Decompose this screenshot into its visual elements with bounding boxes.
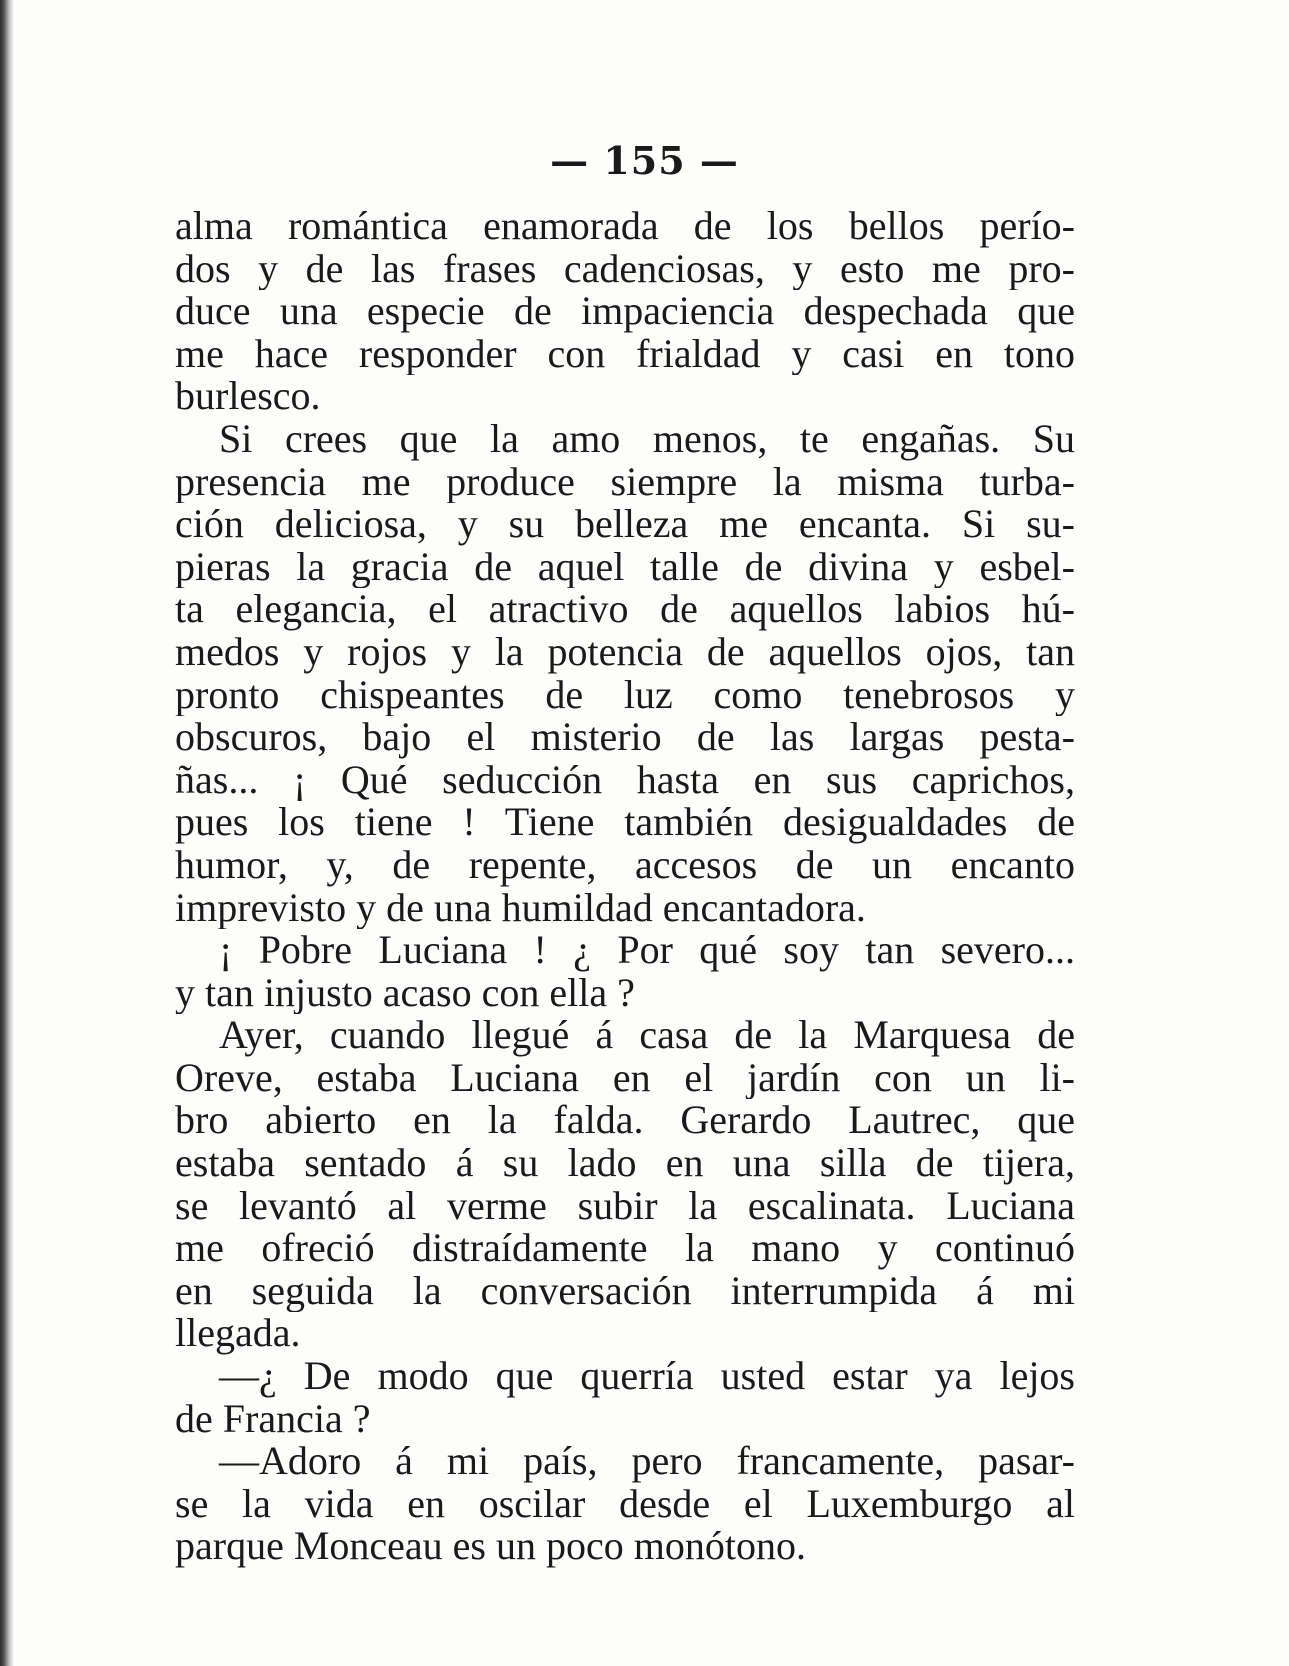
text-line: imprevisto y de una humildad encantadora. [175,886,866,930]
body-text [175,205,1075,1568]
text-line: de Francia ? [175,1397,371,1441]
text-line: ta elegancia, el atractivo de aquellos labios hú- [175,588,1075,631]
text-line: pieras la gracia de aquel talle de divina y esbel- [175,545,1075,589]
text-line: me ofreció distraídamente la mano y continuó [175,1227,1075,1270]
text-line: pues los tiene ! Tiene también desigualdades de [175,801,1075,844]
text-line: —Adoro á mi país, pero francamente, pasar- [219,1440,1075,1483]
page-binding-edge [0,0,14,1666]
text-line: estaba sentado á su lado en una silla de tijera, [175,1142,1075,1185]
text-line: Si crees que la amo menos, te engañas. Su [219,417,1075,461]
text-line: se levantó al verme subir la escalinata. Luciana [175,1184,1075,1228]
text-line: burlesco. [175,375,321,418]
text-line: y tan injusto acaso con ella ? [175,971,635,1015]
text-line: medos y rojos y la potencia de aquellos ojos, tan [175,630,1075,674]
text-line: en seguida la conversación interrumpida á mi [175,1269,1075,1313]
text-line: obscuros, bajo el misterio de las largas pesta- [175,716,1075,759]
text-line: ñas... ¡ Qué seducción hasta en sus caprichos, [175,758,1075,802]
text-line: presencia me produce siempre la misma turba- [175,460,1075,504]
text-line: ¡ Pobre Luciana ! ¿ Por qué soy tan severo... [219,929,1075,972]
page-number: — 155 — [550,138,739,183]
text-line: duce una especie de impaciencia despechada que [175,290,1075,333]
text-line: alma romántica enamorada de los bellos perío- [175,205,1075,248]
text-line: Ayer, cuando llegué á casa de la Marquesa de [219,1014,1075,1057]
text-line: —¿ De modo que querría usted estar ya lejos [219,1355,1075,1398]
text-line: bro abierto en la falda. Gerardo Lautrec, que [175,1099,1075,1143]
text-line: parque Monceau es un poco monótono. [175,1525,806,1568]
text-line: humor, y, de repente, accesos de un encanto [175,843,1075,887]
text-line: se la vida en oscilar desde el Luxemburgo al [175,1482,1075,1526]
text-line: llegada. [175,1312,301,1356]
text-line: ción deliciosa, y su belleza me encanta. Si su- [175,503,1075,546]
text-line: me hace responder con frialdad y casi en tono [175,332,1075,376]
text-line: pronto chispeantes de luz como tenebrosos y [175,673,1075,717]
text-line: dos y de las frases cadenciosas, y esto me pro- [175,247,1075,291]
text-line: Oreve, estaba Luciana en el jardín con un li- [175,1056,1075,1100]
